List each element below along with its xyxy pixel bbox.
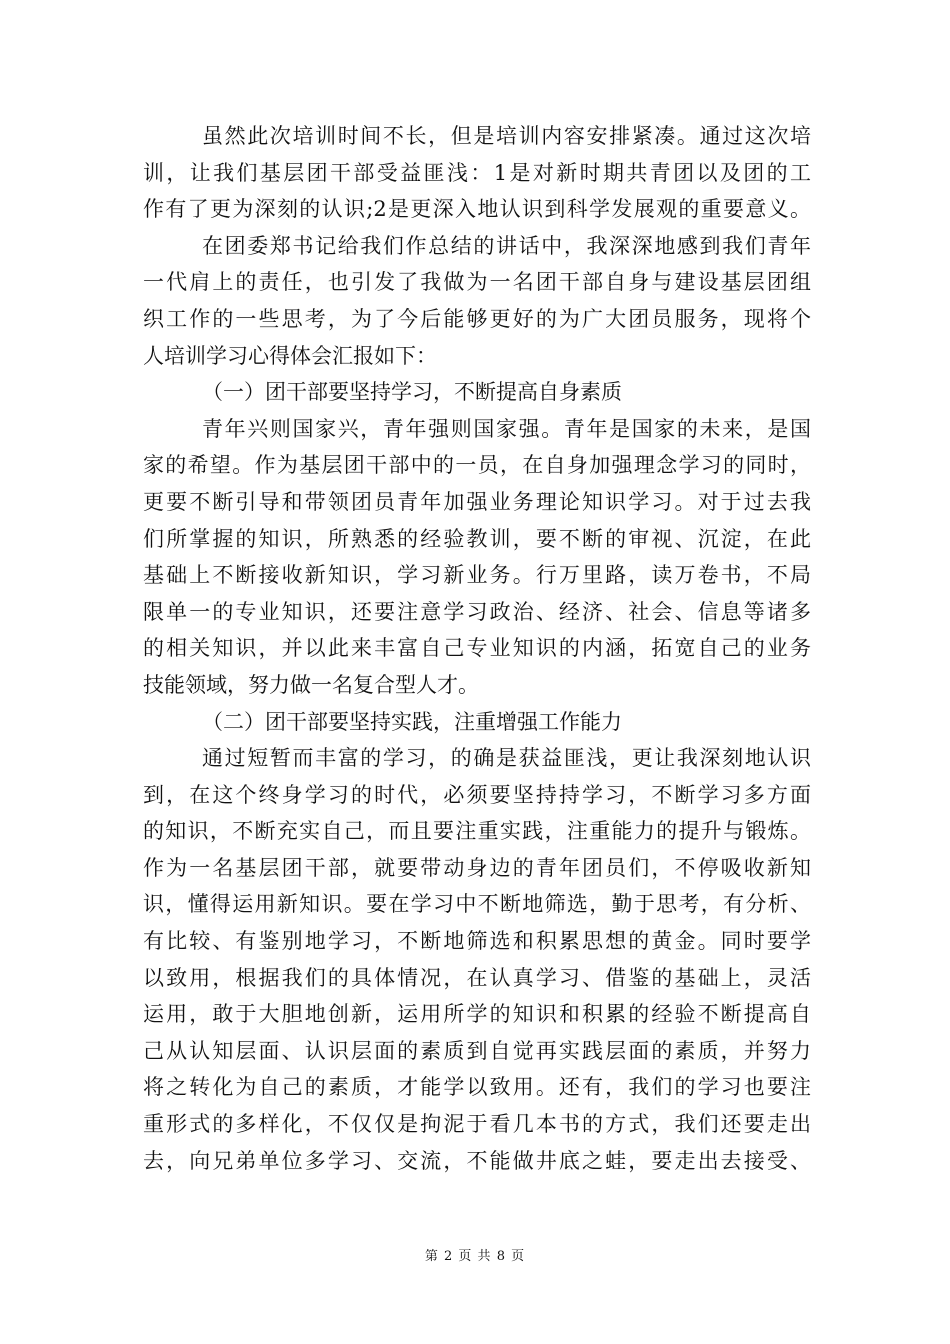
paragraph-line: 家的希望。作为基层团干部中的一员，在自身加强理念学习的同时， xyxy=(143,453,811,478)
paragraph-line: 训，让我们基层团干部受益匪浅：1是对新时期共青团以及团的工 xyxy=(143,160,811,185)
paragraph-line: 人培训学习心得体会汇报如下： xyxy=(143,343,437,368)
paragraph-line: 将之转化为自己的素质，才能学以致用。还有，我们的学习也要注 xyxy=(143,1075,811,1100)
paragraph-line: 作有了更为深刻的认识;2是更深入地认识到科学发展观的重要意义。 xyxy=(143,197,811,222)
section-heading: （二）团干部要坚持实践，注重增强工作能力 xyxy=(202,709,622,734)
paragraph-line: 有比较、有鉴别地学习，不断地筛选和积累思想的黄金。同时要学 xyxy=(143,929,811,954)
paragraph-line: 在团委郑书记给我们作总结的讲话中，我深深地感到我们青年 xyxy=(202,233,811,258)
page-footer xyxy=(0,1245,950,1264)
paragraph-line: 虽然此次培训时间不长，但是培训内容安排紧凑。通过这次培 xyxy=(202,124,811,148)
paragraph-line: 重形式的多样化，不仅仅是拘泥于看几本书的方式，我们还要走出 xyxy=(143,1112,811,1137)
document-body xyxy=(143,118,811,1179)
section-heading: （一）团干部要坚持学习，不断提高自身素质 xyxy=(202,380,622,405)
page-number: 第 2 页 共 8 页 xyxy=(424,1249,526,1264)
paragraph-line: 运用，敢于大胆地创新，运用所学的知识和积累的经验不断提高自 xyxy=(143,1002,811,1027)
paragraph-line: 青年兴则国家兴，青年强则国家强。青年是国家的未来，是国 xyxy=(202,416,811,441)
paragraph-line: 去，向兄弟单位多学习、交流，不能做井底之蛙，要走出去接受、 xyxy=(143,1148,811,1173)
paragraph-line: 技能领域，努力做一名复合型人才。 xyxy=(143,672,479,697)
paragraph-line: 一代肩上的责任，也引发了我做为一名团干部自身与建设基层团组 xyxy=(143,270,811,295)
paragraph-line: 更要不断引导和带领团员青年加强业务理论知识学习。对于过去我 xyxy=(143,489,811,514)
paragraph-line: 限单一的专业知识，还要注意学习政治、经济、社会、信息等诸多 xyxy=(143,599,811,624)
paragraph-line: 基础上不断接收新知识，学习新业务。行万里路，读万卷书，不局 xyxy=(143,563,811,588)
paragraph-line: 织工作的一些思考，为了今后能够更好的为广大团员服务，现将个 xyxy=(143,306,811,331)
paragraph-line: 到，在这个终身学习的时代，必须要坚持持学习，不断学习多方面 xyxy=(143,782,811,807)
paragraph-line: 通过短暂而丰富的学习，的确是获益匪浅，更让我深刻地认识 xyxy=(202,746,811,771)
paragraph-line: 的相关知识，并以此来丰富自己专业知识的内涵，拓宽自己的业务 xyxy=(143,636,811,661)
paragraph-line: 识，懂得运用新知识。要在学习中不断地筛选，勤于思考，有分析、 xyxy=(143,892,811,917)
paragraph-line: 作为一名基层团干部，就要带动身边的青年团员们，不停吸收新知 xyxy=(143,855,811,880)
paragraph-line: 以致用，根据我们的具体情况，在认真学习、借鉴的基础上，灵活 xyxy=(143,965,811,990)
paragraph-line: 己从认知层面、认识层面的素质到自觉再实践层面的素质，并努力 xyxy=(143,1038,811,1063)
paragraph-line: 们所掌握的知识，所熟悉的经验教训，要不断的审视、沉淀，在此 xyxy=(143,526,811,551)
paragraph-line: 的知识，不断充实自己，而且要注重实践，注重能力的提升与锻炼。 xyxy=(143,819,811,844)
